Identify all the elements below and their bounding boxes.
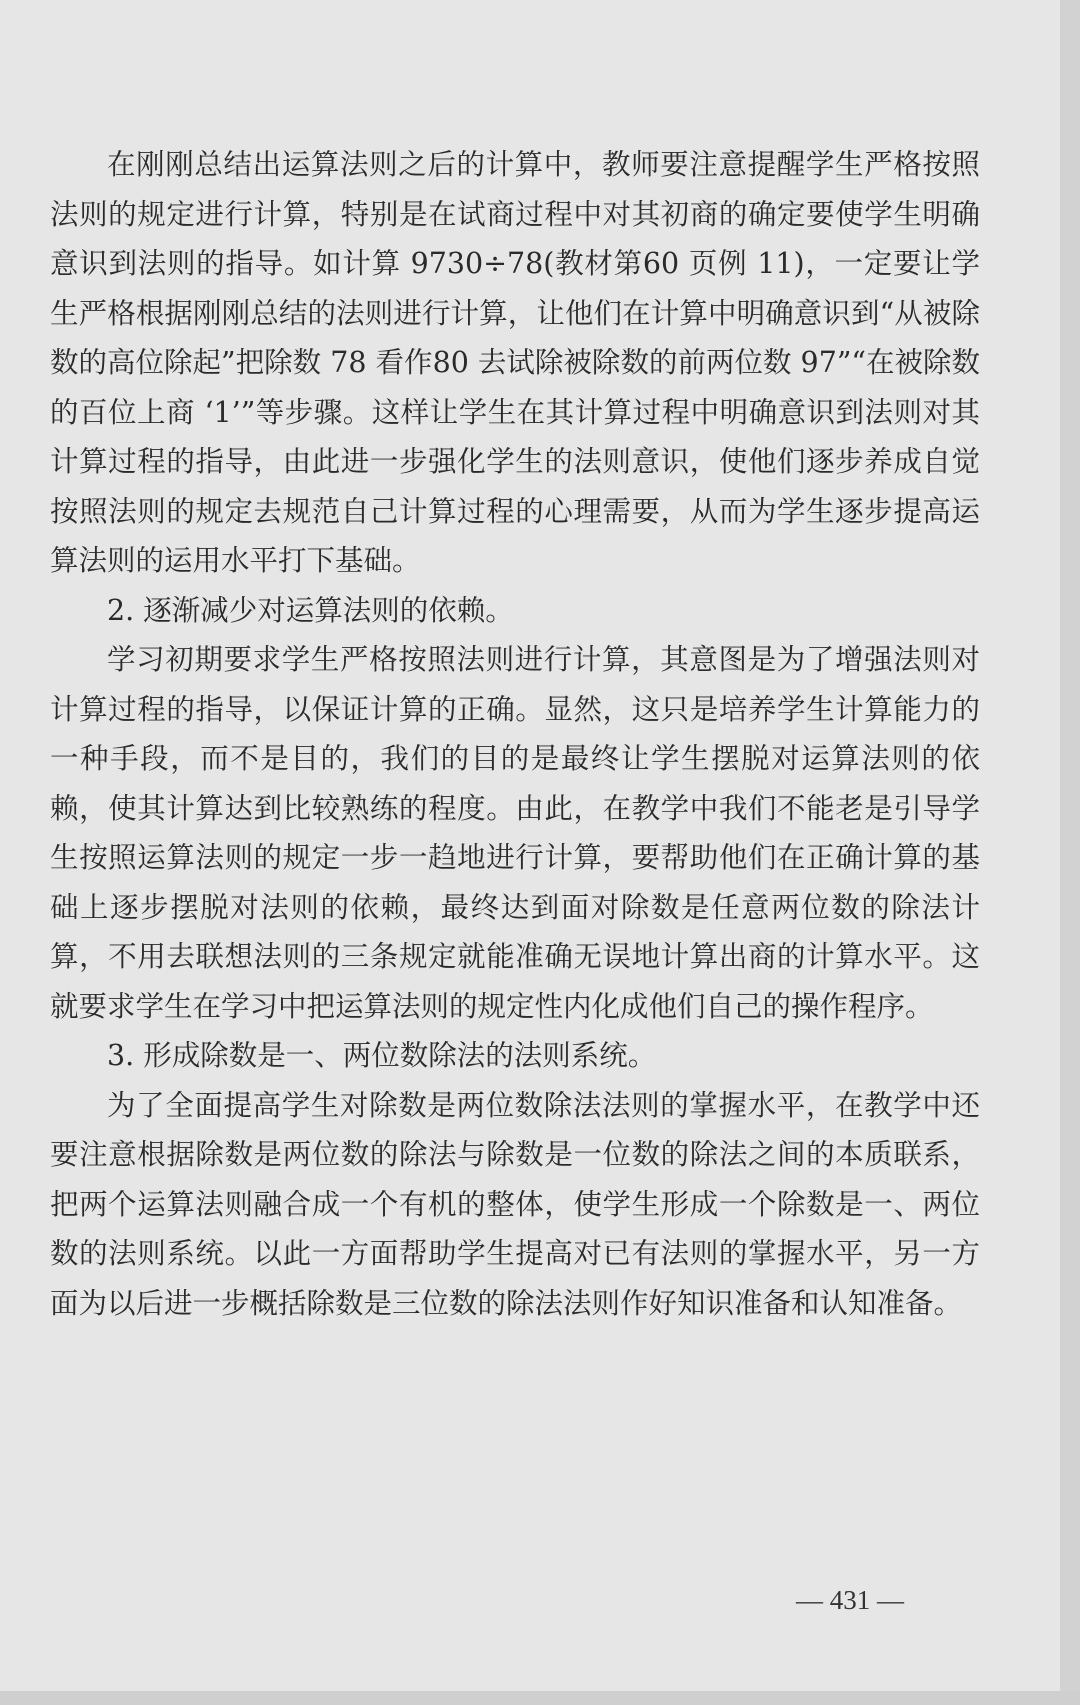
section-heading-2: 2. 逐渐减少对运算法则的依赖。: [107, 593, 514, 627]
paragraph-2: 学习初期要求学生严格按照法则进行计算，其意图是为了增强法则对计算过程的指导，以保证计算的正确。显然，这只是培养学生计算能力的一种手段，而不是目的，我们的目的是最终让学生摆脱对运算法则的依赖，使其计算达到比较熟练的程度。由此，在教学中我们不能老是引导学生按照运算法则的规定一步一趋地进行计算，要帮助他们在正确计算的基础上逐步摆脱对法则的依赖，最终达到面对除数是任意两位数的除法计算，不用去联想法则的三条规定就能准确无误地计算出商的计算水平。这就要求学生在学习中把运算法则的规定性内化成他们自己的操作程序。: [50, 643, 980, 1023]
section-heading-3: 3. 形成除数是一、两位数除法的法则系统。: [107, 1039, 657, 1072]
paragraph-1: 在刚刚总结出运算法则之后的计算中，教师要注意提醒学生严格按照法则的规定进行计算，特别是在试商过程中对其初商的确定要使学生明确意识到法则的指导。如计算 9730÷78(教材第60 页例 11)，一定要让学生严格根据刚刚总结的法则进行计算，让他们在计算中明确意识到“从被除数的高位除起”把除数 78 看作80 去试除被除数的前两位数 97”“在被除数的百位上商 ‘1’”等步骤。这样让学生在其计算过程中明确意识到法则对其计算过程的指导，由此进一步强化学生的法则意识，使他们逐步养成自觉按照法则的规定去规范自己计算过程的心理需要，从而为学生逐步提高运算法则的运用水平打下基础。: [50, 148, 980, 577]
page-edge-shadow-right: [1060, 0, 1080, 1705]
page-number: — 431 —: [796, 1585, 904, 1615]
page-edge-shadow-bottom: [0, 1691, 1080, 1705]
paragraph-3: 为了全面提高学生对除数是两位数除法法则的掌握水平，在教学中还要注意根据除数是两位数的除法与除数是一位数的除法之间的本质联系，把两个运算法则融合成一个有机的整体，使学生形成一个除数是一、两位数的法则系统。以此一方面帮助学生提高对已有法则的掌握水平，另一方面为以后进一步概括除数是三位数的除法法则作好知识准备和认知准备。: [50, 1088, 980, 1320]
body-text: [50, 140, 980, 1328]
